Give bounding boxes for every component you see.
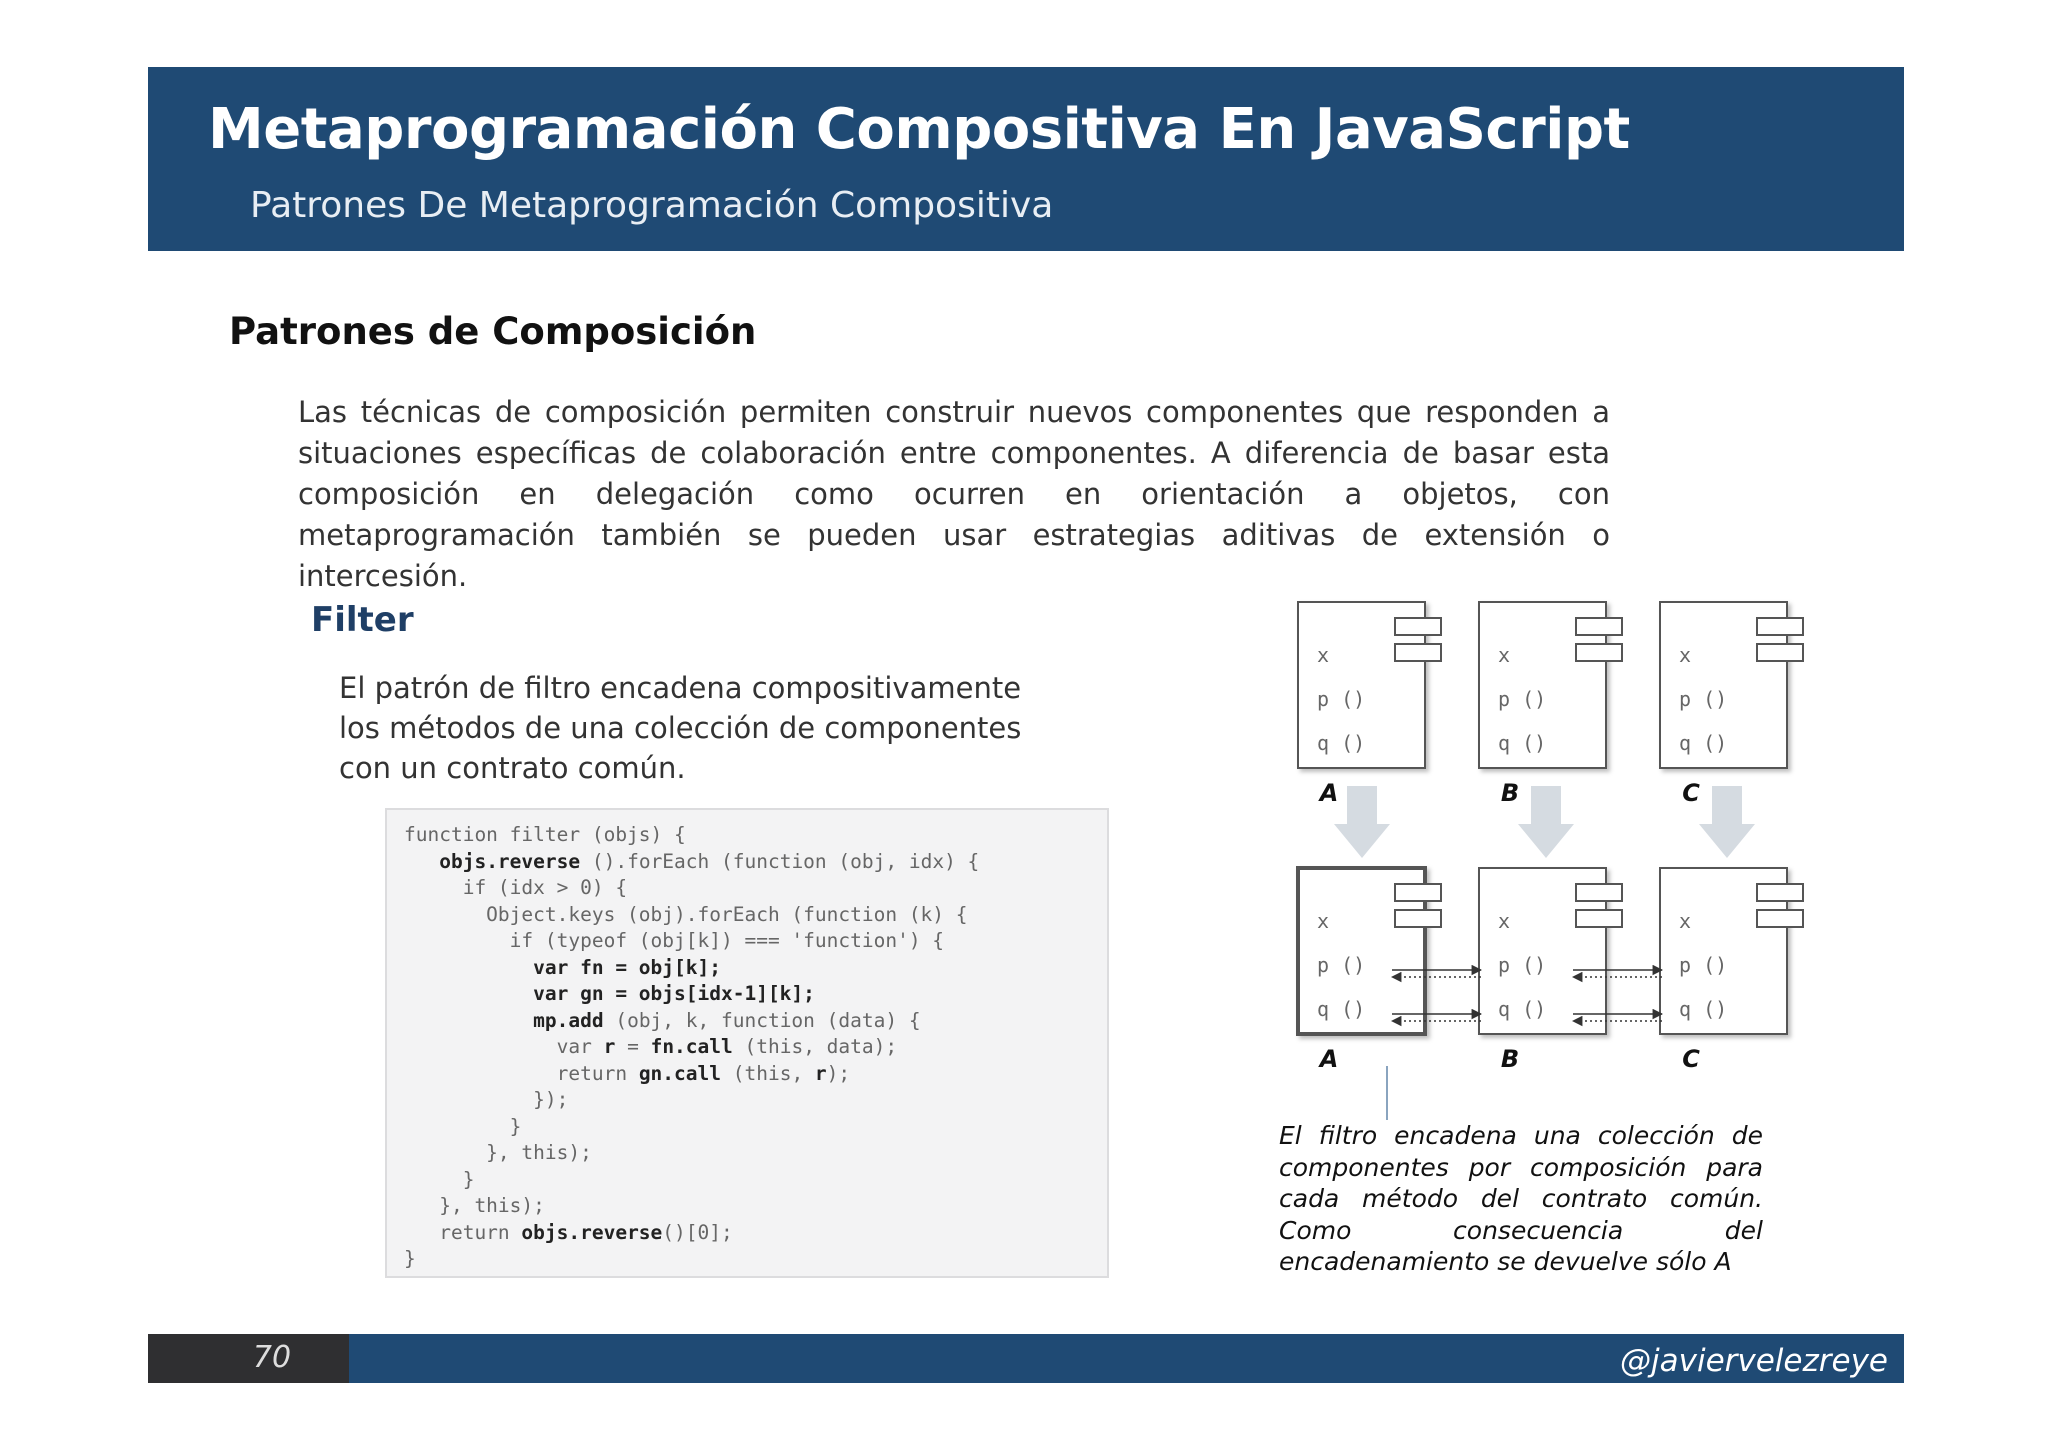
component-member: x (1679, 909, 1692, 933)
code-text: if (typeof (obj[k]) === 'function') { (404, 929, 945, 952)
component-member: q () (1679, 731, 1728, 755)
code-listing (404, 822, 979, 1273)
code-text: return (404, 1061, 639, 1085)
down-arrow-icon (1699, 786, 1755, 858)
component-label: B (1500, 779, 1520, 807)
component-member: q () (1317, 731, 1366, 755)
code-keyword: r (603, 1035, 616, 1058)
code-block (385, 808, 1109, 1278)
component-member: x (1317, 909, 1330, 933)
component-port-icon (1757, 910, 1803, 927)
component-member: x (1679, 643, 1692, 667)
component-port-icon (1576, 618, 1622, 635)
filter-description: El patrón de filtro encadena compositivamente los métodos de una colección de componentes con un contrato común. (339, 671, 1022, 785)
component-member: p () (1317, 687, 1366, 711)
code-line (404, 1168, 474, 1191)
down-arrow-icon (1518, 786, 1574, 858)
component-label: B (1500, 1045, 1520, 1073)
code-line (404, 1088, 568, 1111)
component-port-icon (1395, 618, 1441, 635)
code-keyword: gn.call (638, 1061, 721, 1085)
code-text: }, this); (404, 1194, 545, 1217)
page-number-box (148, 1334, 349, 1383)
component-port-icon (1757, 618, 1803, 635)
code-line (404, 1194, 545, 1217)
component-member: q () (1498, 997, 1547, 1021)
code-line (404, 876, 627, 899)
page-number: 70 (252, 1340, 292, 1375)
component-port-icon (1757, 644, 1803, 661)
diagram-caption: El filtro encadena una colección de componentes por composición para cada método del contrato común. Como consecuencia del encadenamiento se devuelve sólo A (1279, 1121, 1763, 1276)
component-member: x (1498, 909, 1511, 933)
code-text (404, 850, 439, 873)
code-line (404, 956, 721, 979)
component-member: q () (1679, 997, 1728, 1021)
intro-paragraph: Las técnicas de composición permiten construir nuevos componentes que responden a situaciones específicas de colaboración entre componentes. A diferencia de basar esta composición en delegación como ocurren en orientación a objetos, con metaprogramación también se pueden usar estrategias aditivas de extensión o intercesión. (298, 395, 1610, 593)
component-label: C (1682, 779, 1700, 807)
code-keyword: objs.reverse (521, 1220, 663, 1244)
component-member: x (1317, 643, 1330, 667)
code-line (404, 850, 979, 873)
code-text: }); (404, 1088, 569, 1111)
code-keyword: objs.reverse (439, 849, 581, 873)
code-text: ()[0]; (662, 1220, 733, 1244)
code-text: } (404, 1247, 416, 1270)
component-label: A (1319, 779, 1339, 807)
component-member: p () (1317, 953, 1366, 977)
code-text: ().forEach (function (obj, idx) { (580, 849, 980, 873)
component-member: q () (1498, 731, 1547, 755)
down-arrow-icon (1334, 786, 1390, 858)
code-text (404, 956, 533, 979)
component-member: p () (1498, 687, 1547, 711)
code-line (404, 1247, 416, 1270)
code-text: ); (826, 1061, 851, 1085)
code-text: } (404, 1167, 475, 1191)
code-line (404, 1009, 921, 1032)
code-keyword: var gn = objs[idx-1][k]; (533, 982, 815, 1005)
code-line (404, 1035, 897, 1058)
code-line (404, 1221, 733, 1244)
code-keyword: r (814, 1061, 827, 1085)
component-member: p () (1679, 953, 1728, 977)
component-label: A (1319, 1045, 1339, 1073)
code-keyword: var fn = obj[k]; (533, 955, 721, 979)
component-port-icon (1576, 884, 1622, 901)
section-title: Patrones de Composición (229, 310, 757, 353)
code-keyword: mp.add (533, 1008, 604, 1032)
component-port-icon (1395, 910, 1441, 927)
code-line (404, 929, 944, 952)
code-line (404, 1115, 521, 1138)
code-text: }, this); (404, 1141, 592, 1164)
code-line (404, 1141, 592, 1164)
code-text: function filter (objs) { (404, 823, 686, 846)
code-text: Object.keys (obj).forEach (function (k) { (404, 902, 968, 926)
component-port-icon (1576, 910, 1622, 927)
code-line (404, 1062, 850, 1085)
code-line (404, 823, 686, 846)
code-text: } (404, 1114, 522, 1138)
component-member: p () (1679, 687, 1728, 711)
slide-title: Metaprogramación Compositiva En JavaScript (208, 97, 1630, 162)
author-handle: @javiervelezreye (1620, 1343, 1888, 1379)
code-text (404, 982, 533, 1005)
code-text: = (615, 1035, 651, 1058)
code-line (404, 982, 815, 1005)
code-keyword: fn.call (650, 1035, 733, 1058)
component-port-icon (1395, 884, 1441, 901)
code-text (404, 1009, 533, 1032)
component-member: q () (1317, 997, 1366, 1021)
filter-heading: Filter (311, 600, 414, 640)
code-text: return (404, 1220, 522, 1244)
code-line (404, 903, 968, 926)
component-port-icon (1395, 644, 1441, 661)
component-label: C (1682, 1045, 1700, 1073)
code-text: (this, data); (732, 1035, 898, 1058)
filter-diagram (1290, 590, 1830, 1130)
footer-bar (349, 1334, 1904, 1383)
code-text: if (idx > 0) { (404, 876, 628, 899)
component-member: x (1498, 643, 1511, 667)
slide-subtitle: Patrones De Metaprogramación Compositiva (250, 185, 1054, 226)
component-port-icon (1576, 644, 1622, 661)
code-text: (obj, k, function (data) { (603, 1008, 921, 1032)
code-text: var (404, 1035, 604, 1058)
component-member: p () (1498, 953, 1547, 977)
code-text: (this, (721, 1061, 815, 1085)
component-port-icon (1757, 884, 1803, 901)
header-banner (148, 67, 1904, 251)
